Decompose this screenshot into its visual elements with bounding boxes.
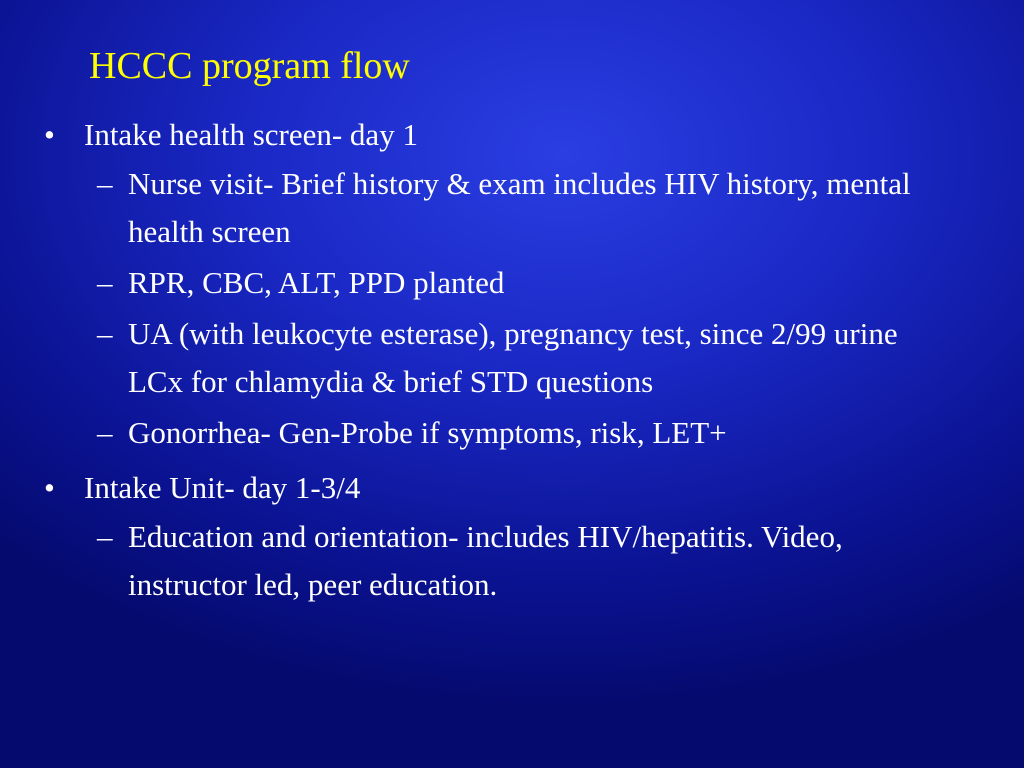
sub-text: RPR, CBC, ALT, PPD planted	[128, 265, 505, 300]
slide-title: HCCC program flow	[89, 45, 410, 87]
bullet-marker: •	[44, 117, 55, 152]
sub-text: UA (with leukocyte esterase), pregnancy test, since 2/99 urine LCx for chlamydia & brief STD questions	[128, 316, 898, 399]
sub-text: Education and orientation- includes HIV/hepatitis. Video, instructor led, peer education.	[128, 519, 843, 602]
sub-item	[0, 160, 1024, 256]
bullet-group	[0, 465, 1024, 609]
slide-content	[0, 112, 1024, 612]
sub-item	[0, 259, 1024, 307]
sub-text: Gonorrhea- Gen-Probe if symptoms, risk, LET+	[128, 415, 727, 450]
bullet-marker: •	[44, 470, 55, 505]
sub-text: Nurse visit- Brief history & exam includes HIV history, mental health screen	[128, 166, 911, 249]
bullet-item	[0, 465, 1024, 511]
sub-item	[0, 310, 1024, 406]
bullet-group	[0, 112, 1024, 457]
bullet-item	[0, 112, 1024, 158]
sub-marker: –	[97, 415, 113, 450]
sub-item	[0, 409, 1024, 457]
sub-marker: –	[97, 519, 113, 554]
sub-marker: –	[97, 166, 113, 201]
sub-item	[0, 513, 1024, 609]
sub-marker: –	[97, 265, 113, 300]
bullet-text: Intake health screen- day 1	[84, 117, 418, 152]
sub-marker: –	[97, 316, 113, 351]
bullet-text: Intake Unit- day 1-3/4	[84, 470, 361, 505]
